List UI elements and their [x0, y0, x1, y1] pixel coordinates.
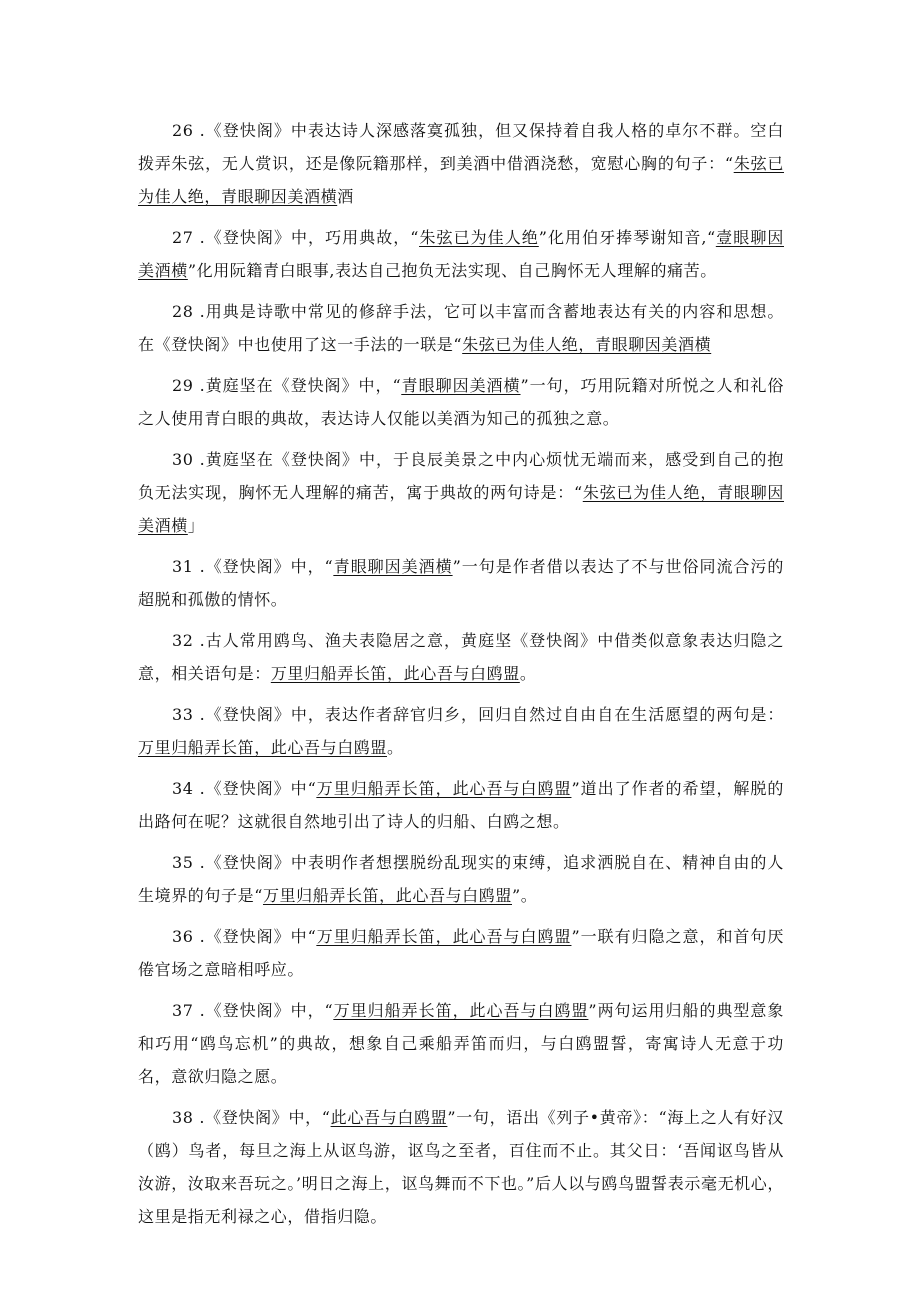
question-text: ”一联有归隐之意，和首句厌倦官场之意暗相呼应。	[138, 927, 784, 979]
answer-underlined: 朱弦已为佳人绝，青眼聊因美酒横	[462, 335, 712, 354]
question-text: 33 .《登快阁》中，表达作者辞官归乡，回归自然过自由自在生活愿望的两句是：	[172, 705, 784, 724]
answer-underlined: 青眼聊因美酒横	[333, 557, 453, 576]
question-text: ”化用伯牙捧琴谢知音,“	[538, 228, 716, 247]
answer-underlined: 朱弦已为佳人绝	[419, 228, 539, 247]
question-item-29	[138, 369, 784, 435]
question-item-38	[138, 1101, 784, 1233]
question-item-32	[138, 624, 784, 690]
question-item-28	[138, 295, 784, 361]
question-item-26	[138, 114, 784, 213]
question-text: 酒	[337, 187, 354, 206]
answer-underlined: 壹眼聊因美酒横	[138, 228, 784, 280]
question-text: 27 .《登快阁》中，巧用典故，“	[172, 228, 420, 247]
question-item-35	[138, 846, 784, 912]
question-text: 29 .黄庭坚在《登快阁》中，“	[172, 376, 402, 395]
question-item-33	[138, 698, 784, 764]
answer-underlined: 万里归船弄长笛，此心吾与白鸥盟	[138, 738, 388, 757]
question-text: 36 .《登快阁》中“	[172, 927, 317, 946]
answer-underlined: 万里归船弄长笛，此心吾与白鸥盟	[316, 927, 572, 946]
question-text: 」	[187, 516, 205, 535]
question-item-27	[138, 221, 784, 287]
question-item-30	[138, 443, 784, 542]
question-text: 。	[387, 738, 404, 757]
question-text: 26 .《登快阁》中表达诗人深感落寞孤独，但又保持着自我人格的卓尔不群。空白拨弄朱弦，无人赏识，还是像阮籍那样，到美酒中借酒浇愁，宽慰心胸的句子：“	[138, 121, 784, 173]
answer-underlined: 万里归船弄长笛，此心吾与白鸥盟	[316, 779, 572, 798]
question-text: 。	[519, 664, 537, 683]
question-text: 38 .《登快阁》中，“	[172, 1108, 331, 1127]
question-text: ”一句是作者借以表达了不与世俗同流合污的超脱和孤傲的情怀。	[138, 557, 784, 609]
question-text: ”。	[512, 886, 538, 905]
question-item-37	[138, 994, 784, 1093]
question-list	[138, 114, 784, 1241]
question-text: 30 .黄庭坚在《登快阁》中，于良辰美景之中内心烦忧无端而来，感受到自己的抱负无法实现，胸怀无人理解的痛苦，寓于典故的两句诗是：“	[138, 450, 784, 502]
answer-underlined: 万里归船弄长笛，此心吾与白鸥盟	[333, 1001, 589, 1020]
question-text: ”一句，语出《列子•黄帝》：“海上之人有好汉（鸥）鸟者，每旦之海上从讴鸟游，讴鸟之至者，百住而不止。其父日：‘吾闻讴鸟皆从汝游，汝取来吾玩之。’明日之海上，讴鸟舞而不下也。”后人以与鸥鸟盟誓表示毫无机心，这里是指无利禄之心，借指归隐。	[138, 1108, 784, 1226]
answer-underlined: 此心吾与白鸥盟	[330, 1108, 448, 1127]
question-text: 28 .用典是诗歌中常见的修辞手法，它可以丰富而含蓄地表达有关的内容和思想。在《登快阁》中也使用了这一手法的一联是“	[138, 302, 784, 354]
question-text: 35 .《登快阁》中表明作者想摆脱纷乱现实的束缚，追求洒脱自在、精神自由的人生境界的句子是“	[138, 853, 784, 905]
question-text: 32 .古人常用鸥鸟、渔夫表隐居之意，黄庭坚《登快阁》中借类似意象表达归隐之意，相关语句是：	[138, 631, 784, 683]
question-text: 37 .《登快阁》中，“	[172, 1001, 334, 1020]
answer-underlined: 万里归船弄长笛，此心吾与白鸥盟	[262, 886, 512, 905]
answer-underlined: 朱弦已为佳人绝，青眼聊因美酒横	[138, 154, 784, 206]
answer-underlined: 朱弦已为佳人绝，青眼聊因美酒横	[138, 483, 784, 535]
question-item-34	[138, 772, 784, 838]
question-text: ”两句运用归船的典型意象和巧用“鸥鸟忘机”的典故，想象自己乘船弄笛而归，与白鸥盟誓，寄寓诗人无意于功名，意欲归隐之愿。	[138, 1001, 784, 1086]
answer-underlined: 万里归船弄长笛，此心吾与白鸥盟	[270, 664, 520, 683]
answer-underlined: 青眼聊因美酒横	[401, 376, 521, 395]
question-text: ”化用阮籍青白眼事,表达自己抱负无法实现、自己胸怀无人理解的痛苦。	[187, 261, 717, 280]
question-item-31	[138, 550, 784, 616]
question-text: 34 .《登快阁》中“	[172, 779, 317, 798]
question-text: 31 .《登快阁》中，“	[172, 557, 334, 576]
question-text: ”一句，巧用阮籍对所悦之人和礼俗之人使用青白眼的典故，表达诗人仅能以美酒为知己的孤独之意。	[138, 376, 785, 428]
question-text: ”道出了作者的希望，解脱的出路何在呢？这就很自然地引出了诗人的归船、白鸥之想。	[138, 779, 784, 831]
question-item-36	[138, 920, 784, 986]
